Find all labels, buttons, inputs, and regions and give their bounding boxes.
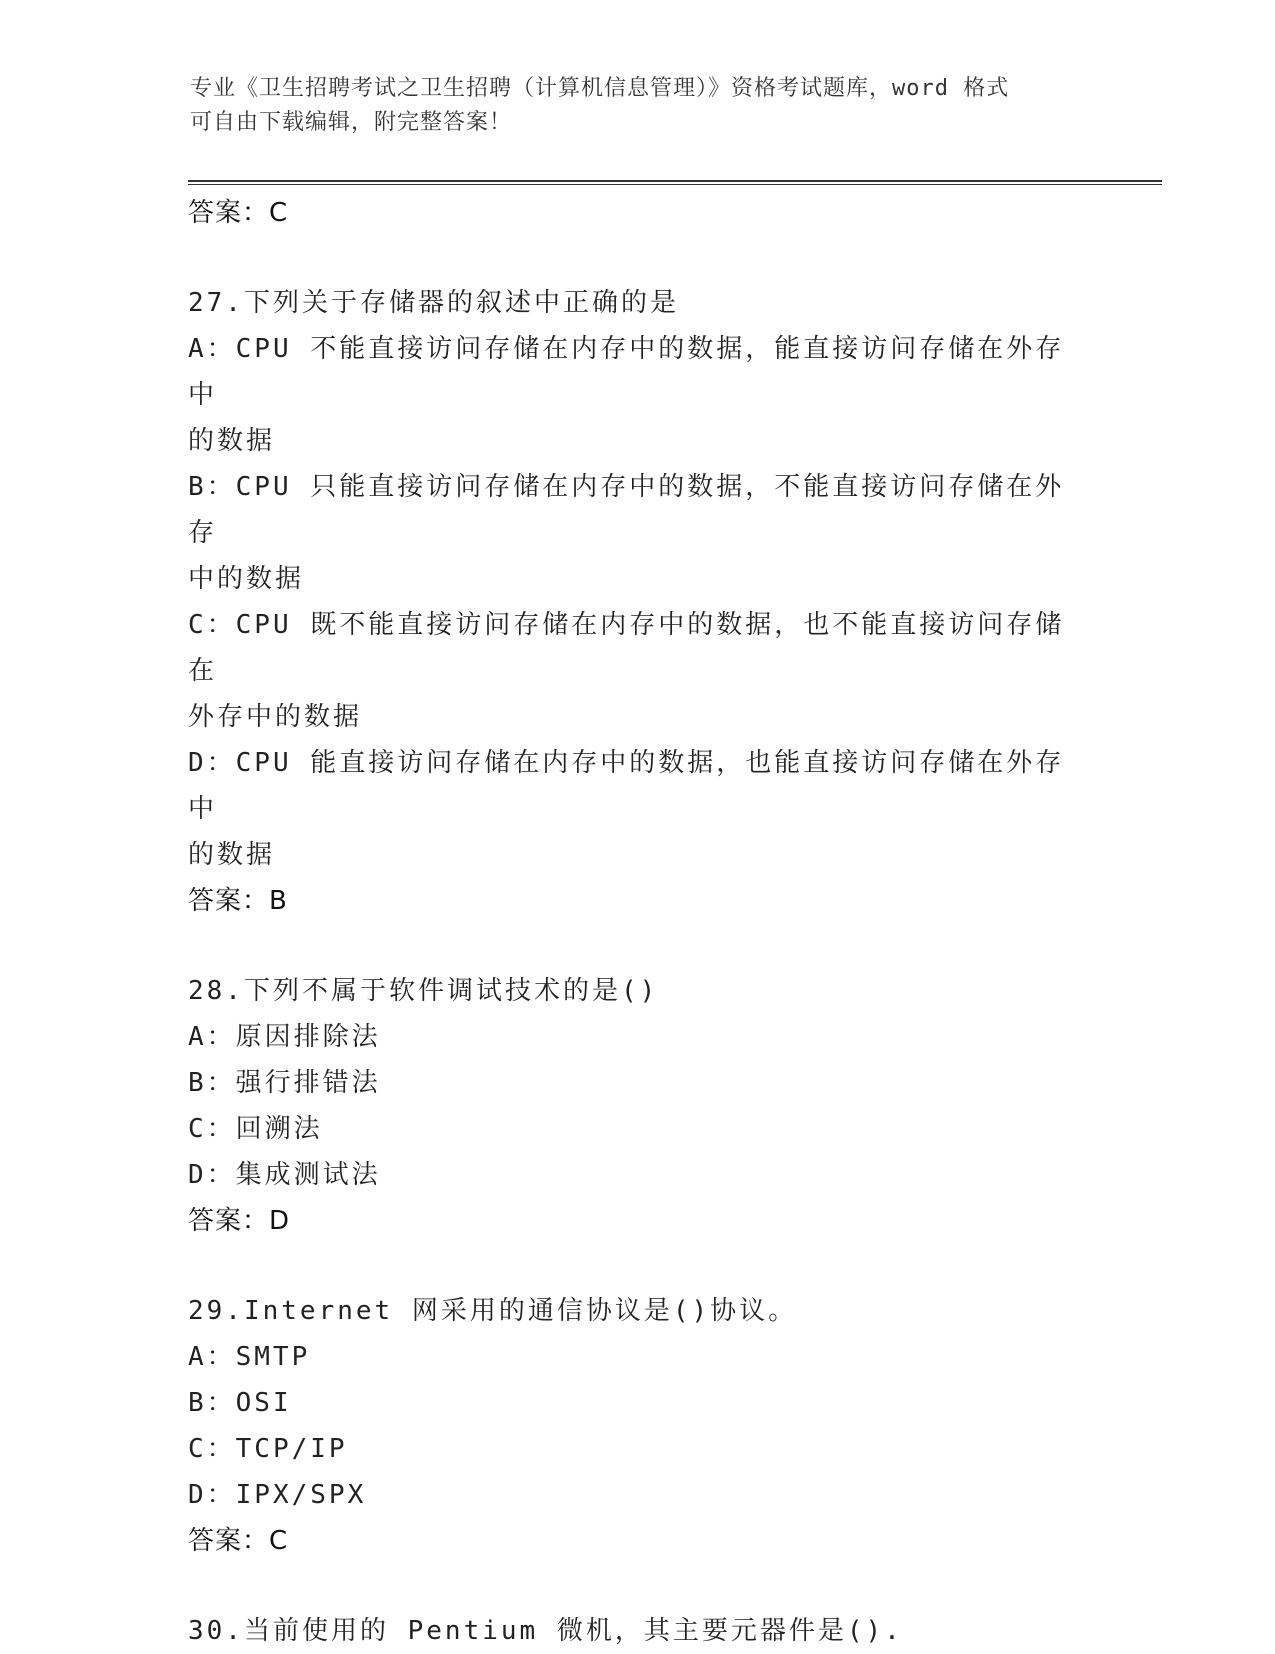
question-gap <box>188 924 1078 968</box>
question-block <box>188 968 1078 1244</box>
question-gap <box>188 236 1078 280</box>
question-gap <box>188 1564 1078 1608</box>
answer-line: 答案：C <box>188 198 289 228</box>
option-line: C：回溯法 <box>188 1114 323 1144</box>
question-title: 27.下列关于存储器的叙述中正确的是 <box>188 288 679 318</box>
option-line: D：集成测试法 <box>188 1160 381 1190</box>
option-line-continued: 的数据 <box>188 426 276 456</box>
option-line-continued: 的数据 <box>188 840 276 870</box>
question-title: 29.Internet 网采用的通信协议是()协议。 <box>188 1296 798 1326</box>
option-line: C：TCP/IP <box>188 1434 348 1464</box>
header-line-1: 专业《卫生招聘考试之卫生招聘（计算机信息管理）》资格考试题库，word 格式 <box>190 76 1010 101</box>
option-line: A：SMTP <box>188 1342 311 1372</box>
option-line: B：CPU 只能直接访问存储在内存中的数据，不能直接访问存储在外存 <box>188 472 1065 548</box>
option-line: B：强行排错法 <box>188 1068 381 1098</box>
header-line-2: 可自由下载编辑，附完整答案！ <box>190 110 513 135</box>
question-title: 28.下列不属于软件调试技术的是() <box>188 976 659 1006</box>
answer-line: 答案：B <box>188 886 288 916</box>
option-line: A：原因排除法 <box>188 1022 381 1052</box>
option-line: A：CPU 不能直接访问存储在内存中的数据，能直接访问存储在外存中 <box>188 334 1065 410</box>
question-block <box>188 1288 1078 1564</box>
question-gap <box>188 1244 1078 1288</box>
answer-line: 答案：D <box>188 1206 291 1236</box>
document-header <box>190 72 1070 140</box>
option-line: B：OSI <box>188 1388 292 1418</box>
header-divider-thin <box>188 184 1162 185</box>
answer-line: 答案：C <box>188 1526 289 1556</box>
option-line: D：CPU 能直接访问存储在内存中的数据，也能直接访问存储在外存中 <box>188 748 1065 824</box>
option-line-continued: 外存中的数据 <box>188 702 363 732</box>
option-line: C：CPU 既不能直接访问存储在内存中的数据，也不能直接访问存储在 <box>188 610 1065 686</box>
header-divider-thick <box>188 180 1162 182</box>
question-block <box>188 280 1078 924</box>
option-line: D：IPX/SPX <box>188 1480 367 1510</box>
question-title: 30.当前使用的 Pentium 微机，其主要元器件是(). <box>188 1616 903 1646</box>
question-list <box>188 188 1078 1654</box>
option-line-continued: 中的数据 <box>188 564 305 594</box>
question-block <box>188 1608 1078 1654</box>
questions-container <box>188 236 1078 1654</box>
